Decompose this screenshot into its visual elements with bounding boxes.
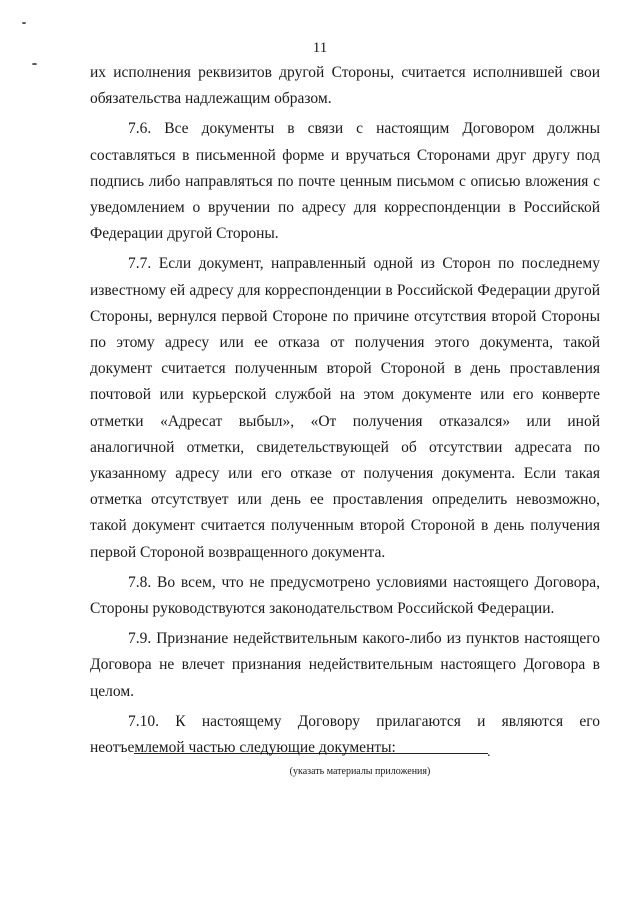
document-body (90, 60, 600, 761)
attachment-blank-line (134, 753, 488, 754)
paragraph-7-8: 7.8. Во всем, что не предусмотрено условиями настоящего Договора, Стороны руководствуются законодательством Российской Федерации. (90, 573, 600, 618)
page-number: 11 (312, 40, 328, 56)
attachment-trailing-mark: . (487, 745, 491, 760)
scan-speck (32, 63, 37, 65)
paragraph-7-9: 7.9. Признание недействительным какого-либо из пунктов настоящего Договора не влечет признания недействительным настоящего Договора в целом. (90, 630, 600, 700)
paragraph-continuation: их исполнения реквизитов другой Стороны, считается исполнившей свои обязательства надлежащим образом. (90, 64, 600, 108)
paragraph-7-6: 7.6. Все документы в связи с настоящим Договором должны составляться в письменной форме и вручаться Сторонами друг другу под подпись либо направляться по почте ценным письмом с описью вложения с уведомлением о вручении по адресу для корреспонденции в Российской Федерации другой Стороны. (90, 120, 600, 243)
scan-speck (22, 22, 26, 24)
paragraph-7-7: 7.7. Если документ, направленный одной из Сторон по последнему известному ей адресу для корреспонденции в Российской Федерации другой Стороны, вернулся первой Стороне по причине отсутствия второй Стороны по этому адресу или ее отказа от получения этого документа, такой документ считается полученным второй Стороной в день проставления почтовой или курьерской службой на этом документе или его конверте отметки «Адресат выбыл», «От получения отказался» или иной аналогичной отметки, свидетельствующей об отсутствии адресата по указанному адресу или его отказе от получения документа. Если такая отметка отсутствует или день ее проставления определить невозможно, такой документ считается полученным второй Стороной в день получения первой Стороной возвращенного документа. (90, 255, 600, 561)
paragraph-7-10: 7.10. К настоящему Договору прилагаются и являются его неотъемлемой частью следующие документы: (90, 712, 600, 757)
attachment-caption: (указать материалы приложения) (289, 766, 431, 777)
